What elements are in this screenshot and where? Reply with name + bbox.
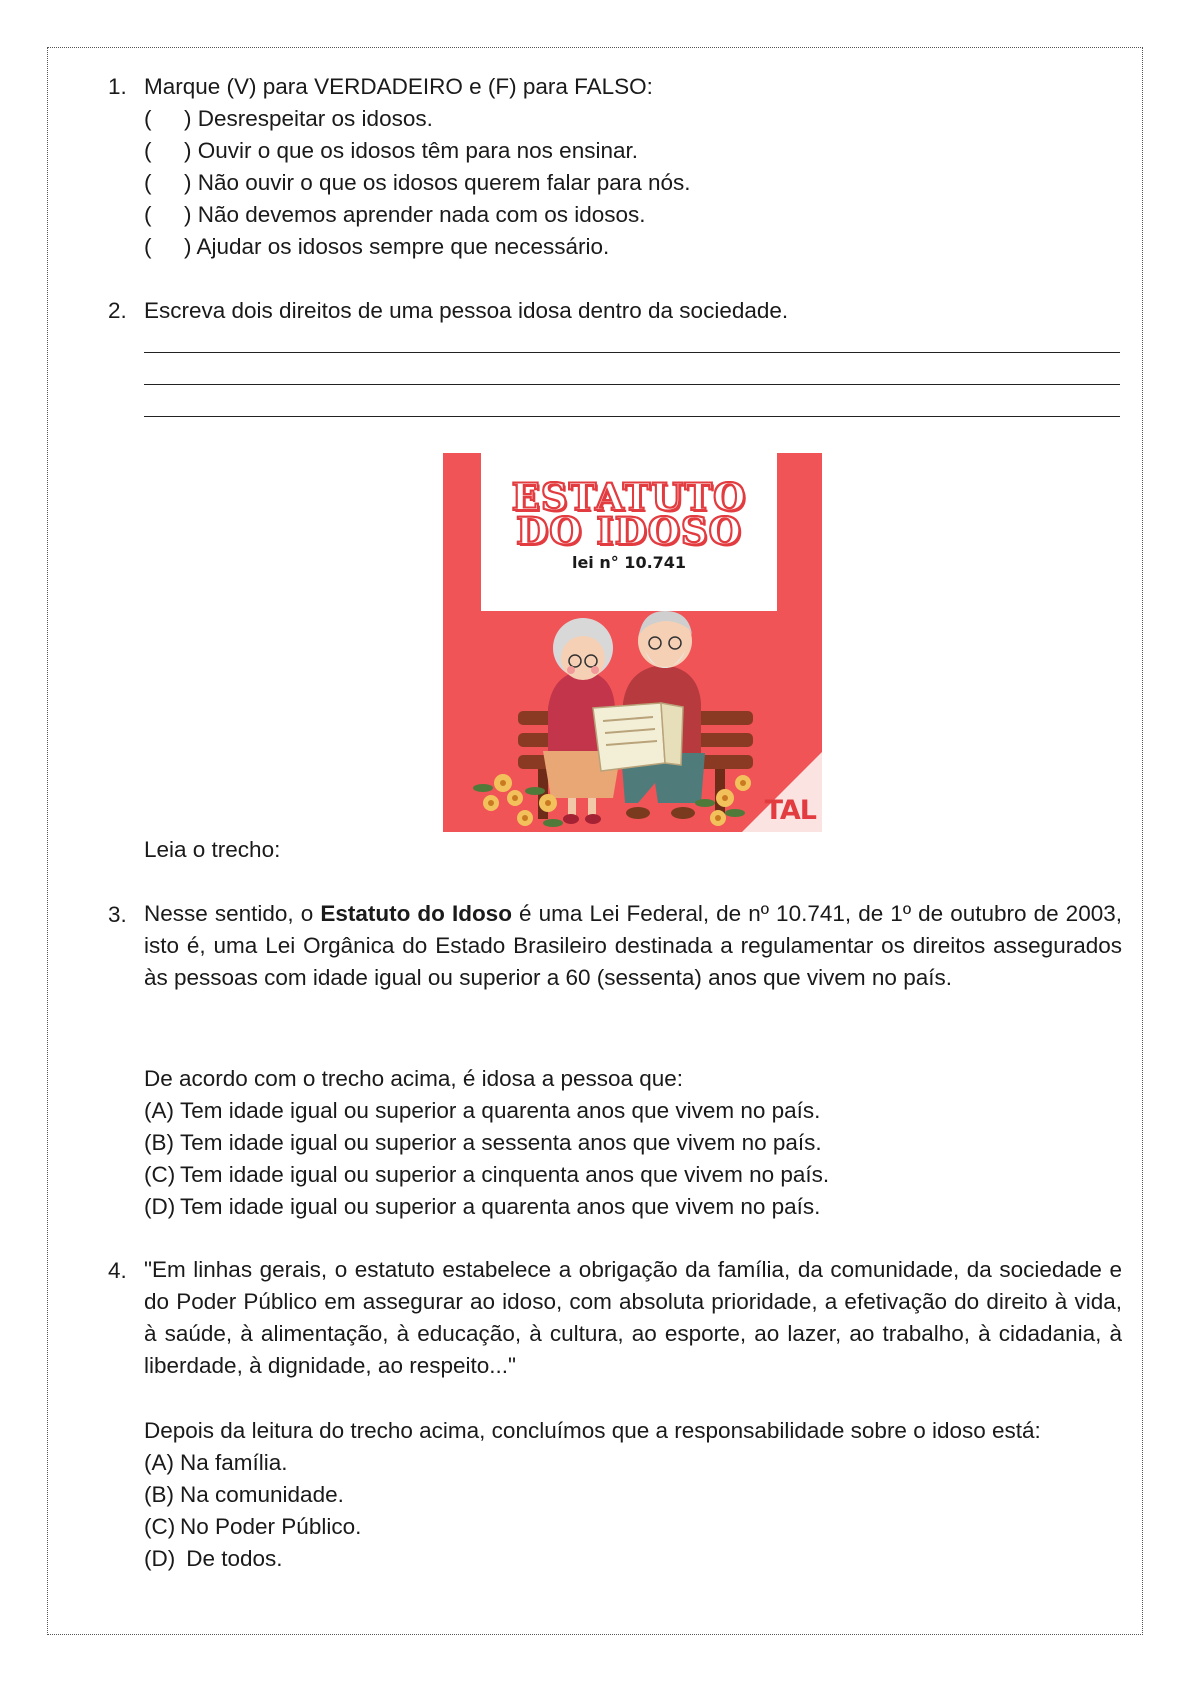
answer-line[interactable] xyxy=(144,352,1120,353)
estatuto-do-idoso-poster xyxy=(443,453,822,832)
answer-option[interactable]: (B) Na comunidade. xyxy=(144,1482,344,1507)
statute-name: Estatuto do Idoso xyxy=(320,901,512,926)
poster-title-line-1: ESTATUTO xyxy=(511,475,747,519)
answer-option[interactable]: (A) Na família. xyxy=(144,1450,288,1475)
tf-item: ( ) Não ouvir o que os idosos querem falar para nós. xyxy=(144,170,691,195)
tf-item: ( ) Ajudar os idosos sempre que necessário. xyxy=(144,234,610,259)
question-3-question: De acordo com o trecho acima, é idosa a pessoa que: xyxy=(144,1066,684,1091)
answer-option[interactable]: (D) De todos. xyxy=(144,1546,283,1571)
tf-item: ( ) Ouvir o que os idosos têm para nos ensinar. xyxy=(144,138,638,163)
question-4-question: Depois da leitura do trecho acima, concluímos que a responsabilidade sobre o idoso está: xyxy=(144,1418,1041,1443)
answer-line[interactable] xyxy=(144,384,1120,385)
answer-option[interactable]: (A) Tem idade igual ou superior a quarenta anos que vivem no país. xyxy=(144,1098,821,1123)
question-2-number: 2. xyxy=(108,298,127,323)
question-1-number: 1. xyxy=(108,74,127,99)
answer-option[interactable]: (D) Tem idade igual ou superior a quarenta anos que vivem no país. xyxy=(144,1194,821,1219)
answer-line[interactable] xyxy=(144,416,1120,417)
answer-option[interactable]: (C) No Poder Público. xyxy=(144,1514,362,1539)
question-3-passage: Nesse sentido, o Estatuto do Idoso é uma Lei Federal, de nº 10.741, de 1º de outubro de 2003, isto é, uma Lei Orgânica do Estado Brasileiro destinada a regulamentar os direitos assegurados às pessoas com idade igual ou superior a 60 (sessenta) anos que vivem no país. xyxy=(144,901,1122,990)
tf-item: ( ) Não devemos aprender nada com os idosos. xyxy=(144,202,646,227)
poster-law-number: lei n° 10.741 xyxy=(571,553,687,572)
poster-title-card xyxy=(481,453,777,611)
tf-item: ( ) Desrespeitar os idosos. xyxy=(144,106,433,131)
question-2-prompt: Escreva dois direitos de uma pessoa idosa dentro da sociedade. xyxy=(144,298,789,323)
poster-brand-logo: TAL xyxy=(764,795,816,826)
answer-option[interactable]: (B) Tem idade igual ou superior a sessenta anos que vivem no país. xyxy=(144,1130,822,1155)
reading-intro: Leia o trecho: xyxy=(144,837,281,862)
question-1-prompt: Marque (V) para VERDADEIRO e (F) para FALSO: xyxy=(144,74,653,99)
question-4-number: 4. xyxy=(108,1258,127,1283)
question-4-passage: "Em linhas gerais, o estatuto estabelece a obrigação da família, da comunidade, da sociedade e do Poder Público em assegurar ao idoso, com absoluta prioridade, a efetivação do direito à vida, à saúde, à alimentação, à educação, à cultura, ao esporte, ao lazer, ao trabalho, à cidadania, à liberdade, à dignidade, ao respeito..." xyxy=(144,1257,1122,1378)
question-3-number: 3. xyxy=(108,902,127,927)
poster-title-line-2: DO IDOSO xyxy=(516,509,742,553)
answer-option[interactable]: (C) Tem idade igual ou superior a cinquenta anos que vivem no país. xyxy=(144,1162,830,1187)
